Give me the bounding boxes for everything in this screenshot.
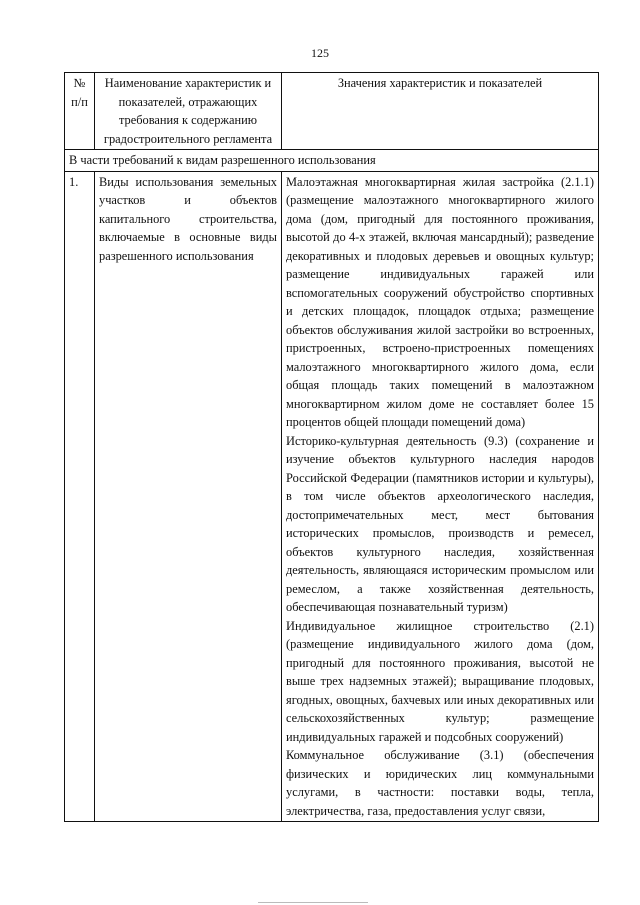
regulation-table xyxy=(64,72,599,822)
table-header-row xyxy=(65,73,599,150)
value-paragraph: Историко-культурная деятельность (9.3) (сохранение и изучение объектов культурного наследия народов Российской Федерации (памятников истории и культуры), в том числе объектов археологического наследия, достопримечательных мест, мест бытования исторических промыслов, производств и ремесел, объектов культурного наследия, хозяйственная деятельность, являющаяся историческим промыслом или ремеслом, а также хозяйственная деятельность, обеспечивающая познавательный туризм) xyxy=(286,433,594,614)
header-values: Значения характеристик и показателей xyxy=(282,73,599,150)
page-number: 125 xyxy=(311,46,329,60)
row-values xyxy=(282,171,599,822)
header-num: № п/п xyxy=(65,73,95,150)
scan-edge-line xyxy=(258,902,368,903)
value-paragraph: Индивидуальное жилищное строительство (2.1) (размещение индивидуального жилого дома (дом, пригодный для постоянного проживания, высотой не выше трех надземных этажей); выращивание плодовых, ягодных, овощных, бахчевых или иных декоративных или сельскохозяйственных культур; размещение индивидуальных гаражей и подсобных сооружений) xyxy=(286,618,594,744)
value-paragraph: Малоэтажная многоквартирная жилая застройка (2.1.1) (размещение малоэтажного многоквартирного жилого дома (дом, пригодный для постоянного проживания, высотой до 4-х этажей, включая мансардный); разведение декоративных и плодовых деревьев и овощных культур; размещение индивидуальных гаражей или вспомогательных сооружений обустройство спортивных и детских площадок, площадок отдыха; размещение объектов обслуживания жилой застройки во встроенных, пристроенных, встроено-пристроенных помещениях малоэтажного многоквартирного жилого дома, если общая площадь таких помещений в малоэтажном многоквартирном жилом доме не составляет более 15 процентов общей площади помещений дома) xyxy=(286,174,594,429)
section-row xyxy=(65,150,599,172)
table-row xyxy=(65,171,599,822)
header-name: Наименование характеристик и показателей, отражающих требования к содержанию градостроительного регламента xyxy=(95,73,282,150)
row-name: Виды использования земельных участков и объектов капитального строительства, включаемые в основные виды разрешенного использования xyxy=(95,171,282,822)
section-title: В части требований к видам разрешенного использования xyxy=(65,150,599,172)
row-number: 1. xyxy=(65,171,95,822)
value-paragraph: Коммунальное обслуживание (3.1) (обеспечения физических и юридических лиц коммунальными услугами, в частности: поставки воды, тепла, электричества, газа, предоставления услуг связи, xyxy=(286,748,594,818)
